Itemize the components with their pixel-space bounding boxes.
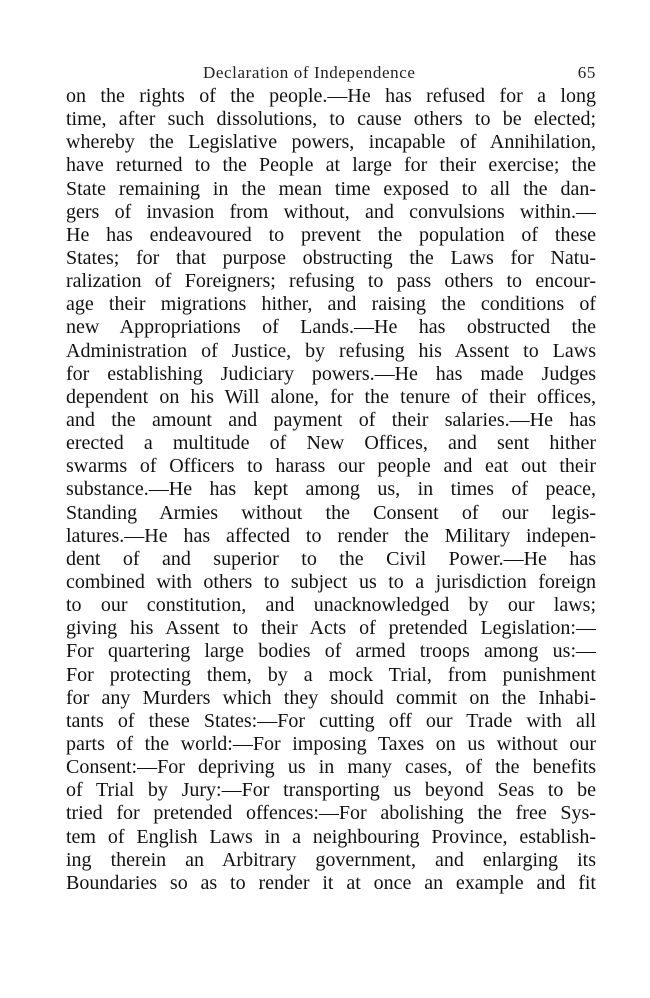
text-line: Administration of Justice, by refusing his Assent to Laws (66, 339, 596, 362)
text-line: combined with others to subject us to a jurisdiction foreign (66, 570, 596, 593)
text-line: For quartering large bodies of armed troops among us:— (66, 640, 596, 663)
text-line: tried for pretended offences:—For abolishing the free Sys- (66, 802, 596, 825)
text-line: Standing Armies without the Consent of our legis- (66, 501, 596, 524)
text-line: giving his Assent to their Acts of pretended Legislation:— (66, 617, 596, 640)
text-line: gers of invasion from without, and convulsions within.— (66, 200, 596, 223)
text-line: swarms of Officers to harass our people and eat out their (66, 455, 596, 478)
text-line: for any Murders which they should commit on the Inhabi- (66, 686, 596, 709)
text-line: dent of and superior to the Civil Power.—He has (66, 547, 596, 570)
text-line: parts of the world:—For imposing Taxes on us without our (66, 732, 596, 755)
text-line: dependent on his Will alone, for the tenure of their offices, (66, 385, 596, 408)
text-line: substance.—He has kept among us, in times of peace, (66, 478, 596, 501)
text-line: ing therein an Arbitrary government, and enlarging its (66, 848, 596, 871)
text-line: age their migrations hither, and raising the conditions of (66, 293, 596, 316)
text-line: tants of these States:—For cutting off our Trade with all (66, 709, 596, 732)
text-line: time, after such dissolutions, to cause others to be elected; (66, 108, 596, 131)
text-line: For protecting them, by a mock Trial, from punishment (66, 663, 596, 686)
text-line: to our constitution, and unacknowledged by our laws; (66, 594, 596, 617)
text-line: for establishing Judiciary powers.—He has made Judges (66, 362, 596, 385)
text-line: Boundaries so as to render it at once an example and fit (66, 871, 596, 894)
text-line: of Trial by Jury:—For transporting us beyond Seas to be (66, 779, 596, 802)
body-text (66, 85, 596, 895)
running-title: Declaration of Independence (203, 63, 416, 82)
text-line: ralization of Foreigners; refusing to pass others to encour- (66, 270, 596, 293)
text-line: State remaining in the mean time exposed to all the dan- (66, 177, 596, 200)
text-line: and the amount and payment of their salaries.—He has (66, 408, 596, 431)
text-line: whereby the Legislative powers, incapable of Annihilation, (66, 131, 596, 154)
running-head (66, 63, 596, 85)
text-line: Consent:—For depriving us in many cases, of the benefits (66, 756, 596, 779)
text-line: erected a multitude of New Offices, and sent hither (66, 432, 596, 455)
text-line: on the rights of the people.—He has refused for a long (66, 85, 596, 107)
text-line: He has endeavoured to prevent the population of these (66, 223, 596, 246)
text-line: States; for that purpose obstructing the Laws for Natu- (66, 246, 596, 269)
page-number: 65 (577, 63, 596, 82)
text-line: have returned to the People at large for their exercise; the (66, 154, 596, 177)
text-line: new Appropriations of Lands.—He has obstructed the (66, 316, 596, 339)
text-line: tem of English Laws in a neighbouring Province, establish- (66, 825, 596, 848)
text-line: latures.—He has affected to render the Military indepen- (66, 524, 596, 547)
